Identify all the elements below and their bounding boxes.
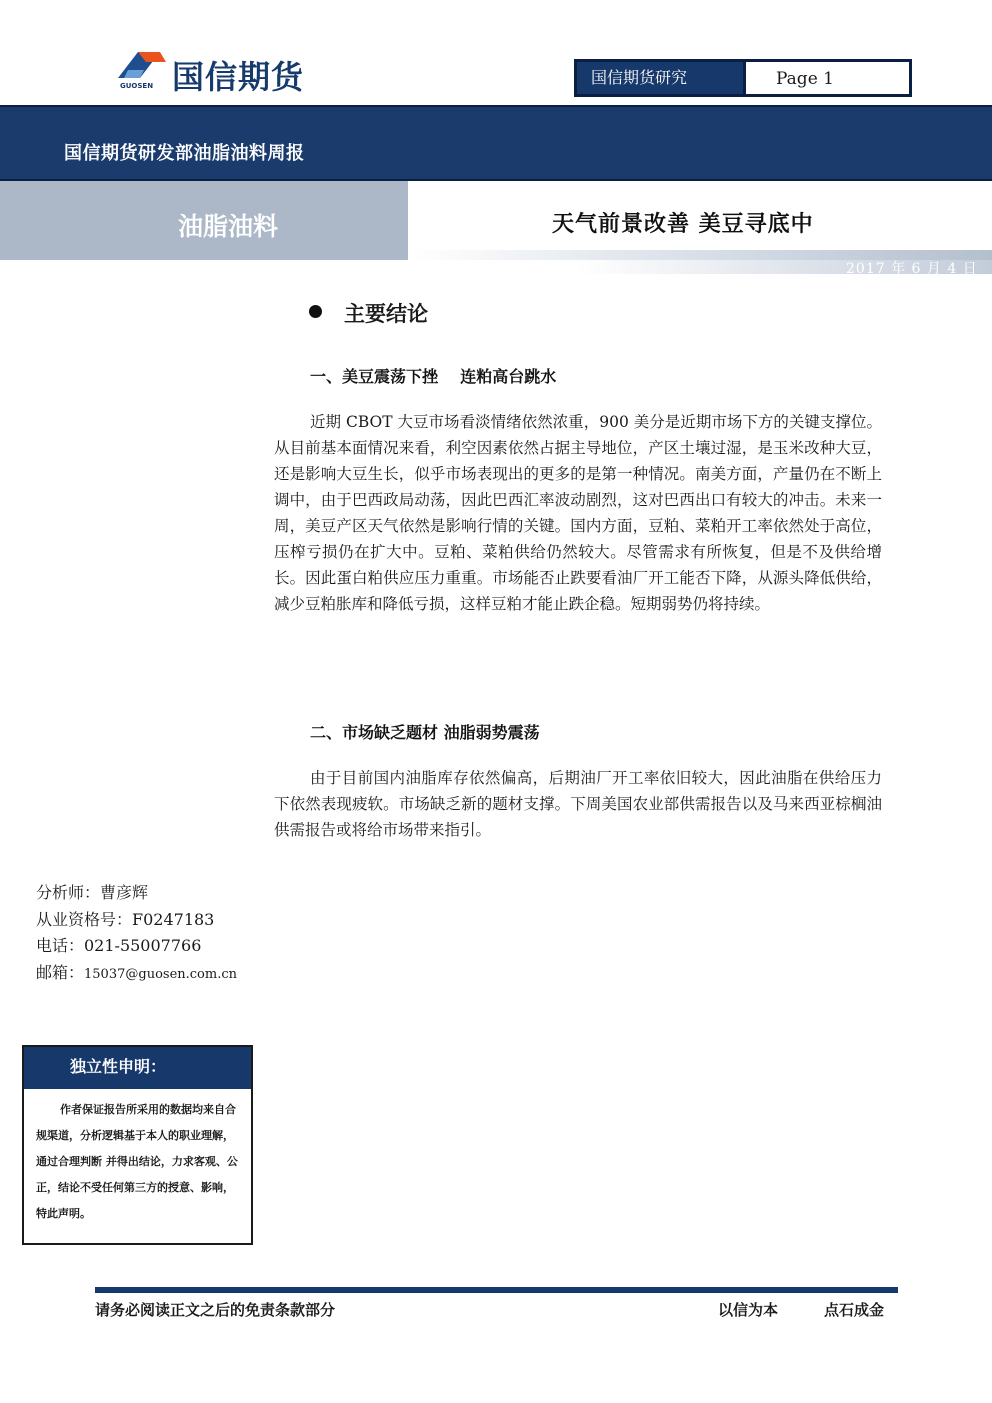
logo-text: 国信期货 [172, 58, 305, 96]
analyst-phone: 电话：021-55007766 [36, 936, 202, 955]
header-page-box [574, 59, 912, 97]
independence-body: 作者保证报告所采用的数据均来自合规渠道，分析逻辑基于本人的职业理解，通过合理判断 并得出结论，力求客观、公正，结论不受任何第三方的授意、影响，特此声明。 [36, 1103, 238, 1220]
independence-heading: 独立性申明： [24, 1047, 251, 1089]
analyst-info [36, 880, 237, 988]
report-headline: 天气前景改善 美豆寻底中 [552, 211, 814, 237]
email-label: 邮箱： [36, 962, 85, 982]
company-logo [116, 48, 356, 98]
email-value: 15037@guosen.com.cn [84, 966, 237, 982]
section-body-1: 近期 CBOT 大豆市场看淡情绪依然浓重，900 美分是近期市场下方的关键支撑位。从目前基本面情况来看，利空因素依然占据主导地位，产区土壤过湿，是玉米改种大豆，还是影响大豆生长，似乎市场表现出的更多的是第一种情况。南美方面，产量仍在不断上调中，由于巴西政局动荡，因此巴西汇率波动剧烈，这对巴西出口有较大的冲击。未来一周，美豆产区天气依然是影响行情的关键。国内方面，豆粕、菜粕开工率依然处于高位，压榨亏损仍在扩大中。豆粕、菜粕供给仍然较大。尽管需求有所恢复，但是不及供给增长。因此蛋白粕供应压力重重。市场能否止跌要看油厂开工能否下降，从源头降低供给，减少豆粕胀库和降低亏损，这样豆粕才能止跌企稳。短期弱势仍将持续。 [274, 413, 882, 613]
report-series-title: 国信期货研发部油脂油料周报 [64, 143, 305, 164]
conclusion-heading: 主要结论 [344, 301, 428, 326]
analyst-name: 分析师：曹彦辉 [36, 883, 149, 902]
category-block [0, 181, 408, 260]
report-title-band [0, 105, 992, 181]
footer-motto-2: 点石成金 [824, 1301, 885, 1319]
section-body-2: 由于目前国内油脂库存依然偏高，后期油厂开工率依旧较大，因此油脂在供给压力下依然表现疲软。市场缺乏新的题材支撑。下周美国农业部供需报告以及马来西亚棕榈油供需报告或将给市场带来指引。 [274, 769, 882, 839]
date-band [0, 260, 992, 274]
report-date: 2017 年 6 月 4 日 [846, 261, 978, 277]
footer-disclaimer: 请务必阅读正文之后的免责条款部分 [95, 1301, 336, 1319]
section-title-1: 一、美豆震荡下挫 连粕高台跳水 [310, 367, 557, 386]
footer-rule [95, 1287, 898, 1293]
logo-mark-icon [116, 48, 168, 82]
section-title-2: 二、市场缺乏题材 油脂弱势震荡 [310, 723, 540, 742]
analyst-license: 从业资格号：F0247183 [36, 909, 215, 929]
footer-motto-1: 以信为本 [718, 1301, 779, 1319]
page-number: Page 1 [743, 62, 909, 94]
independence-statement-box [22, 1045, 253, 1245]
research-label: 国信期货研究 [577, 62, 743, 94]
category-title: 油脂油料 [178, 212, 279, 241]
bullet-icon [309, 305, 322, 318]
logo-subtext: GUOSEN [120, 82, 154, 90]
analyst-email [36, 960, 237, 989]
